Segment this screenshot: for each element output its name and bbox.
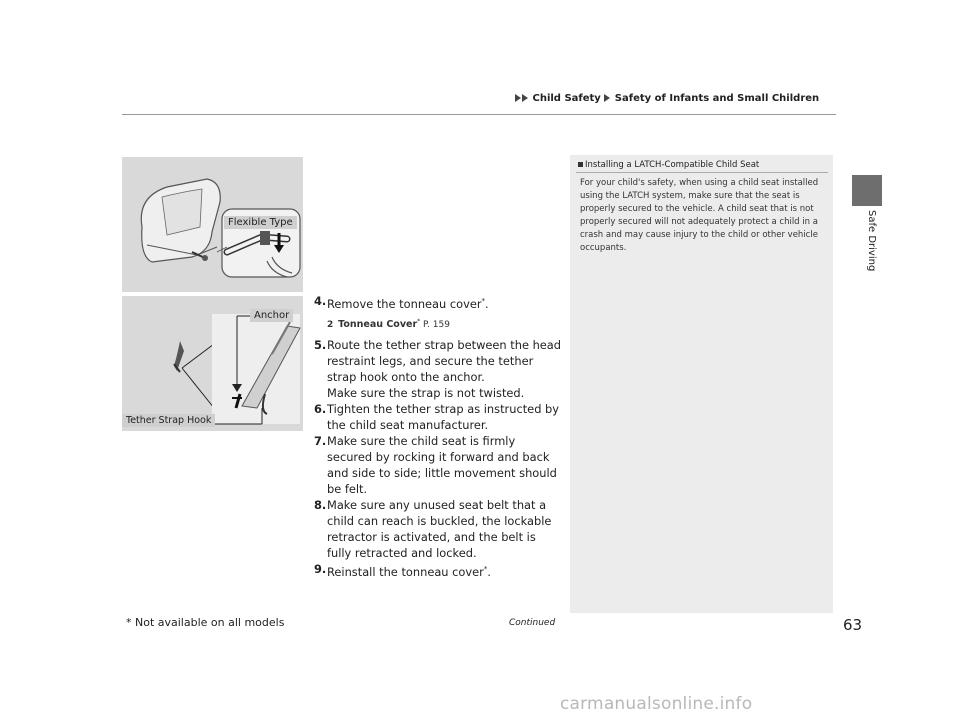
tether-strap-hook-callout: Tether Strap Hook: [122, 414, 215, 427]
asterisk: *: [481, 297, 486, 305]
page-number: 63: [843, 616, 863, 634]
step-suffix: .: [487, 564, 491, 579]
note-box: [570, 155, 833, 613]
asterisk: *: [483, 564, 488, 573]
breadcrumb-item-safety-infants[interactable]: Safety of Infants and Small Children: [614, 93, 820, 104]
breadcrumb-item-child-safety[interactable]: Child Safety: [532, 93, 601, 104]
step-subtext: Make sure the strap is not twisted.: [327, 385, 525, 400]
step-text: Make sure the child seat is firmly secured by rocking it forward and back and side to side; little movement should be felt.: [327, 433, 557, 496]
header-rule: [122, 114, 836, 115]
note-divider: [576, 172, 828, 173]
step-number: 5.: [314, 337, 327, 352]
step-text: Reinstall the tonneau cover: [327, 564, 484, 579]
section-tab-label: Safe Driving: [866, 210, 877, 272]
step-6: [314, 401, 562, 433]
tether-anchor-figure: [122, 296, 303, 431]
step-text: Remove the tonneau cover: [327, 296, 482, 311]
step-7: [314, 433, 562, 497]
section-tab-marker[interactable]: [852, 175, 882, 206]
step-text: Make sure any unused seat belt that a child can reach is buckled, the lockable retractor is activated, and the belt is fully retracted and locked.: [327, 497, 552, 560]
anchor-callout: Anchor: [250, 309, 293, 322]
breadcrumb: [515, 93, 819, 104]
watermark: carmanualsonline.info: [560, 694, 753, 714]
continued-label: Continued: [509, 618, 556, 628]
reference-title: Tonneau Cover: [338, 318, 418, 330]
note-body: For your child's safety, when using a child seat installed using the LATCH system, make sure that the seat is properly secured to the vehicle. A child seat that is not properly secured will not adequately protect a child in a crash and may cause injury to the child or other vehicle occupants.: [580, 178, 819, 253]
note-marker-icon: [578, 162, 583, 167]
step-number: 4.: [314, 294, 327, 308]
step-number: 8.: [314, 497, 327, 512]
step-number: 6.: [314, 401, 327, 416]
tonneau-cover-reference-link[interactable]: [314, 314, 562, 333]
breadcrumb-arrow-icon: [604, 94, 610, 102]
footnote: * Not available on all models: [126, 616, 285, 629]
step-4: [314, 293, 562, 312]
step-text: Route the tether strap between the head restraint legs, and secure the tether strap hook onto the anchor.: [327, 337, 562, 384]
instruction-steps: [314, 293, 562, 580]
reference-arrow-icon: 2: [327, 319, 334, 330]
step-suffix: .: [485, 296, 489, 311]
note-title-text: Installing a LATCH-Compatible Child Seat: [585, 160, 760, 170]
step-text: Tighten the tether strap as instructed by the child seat manufacturer.: [327, 401, 560, 432]
reference-page: P. 159: [423, 319, 450, 330]
breadcrumb-arrow-icon: [522, 94, 528, 102]
step-number: 9.: [314, 561, 327, 576]
asterisk: *: [417, 317, 421, 325]
step-9: [314, 561, 562, 580]
step-5: [314, 337, 562, 401]
step-number: 7.: [314, 433, 327, 448]
child-seat-figure: [122, 157, 303, 292]
breadcrumb-arrow-icon: [515, 94, 521, 102]
flexible-type-callout: Flexible Type: [224, 216, 297, 229]
step-8: [314, 497, 562, 561]
note-title: [578, 160, 759, 170]
